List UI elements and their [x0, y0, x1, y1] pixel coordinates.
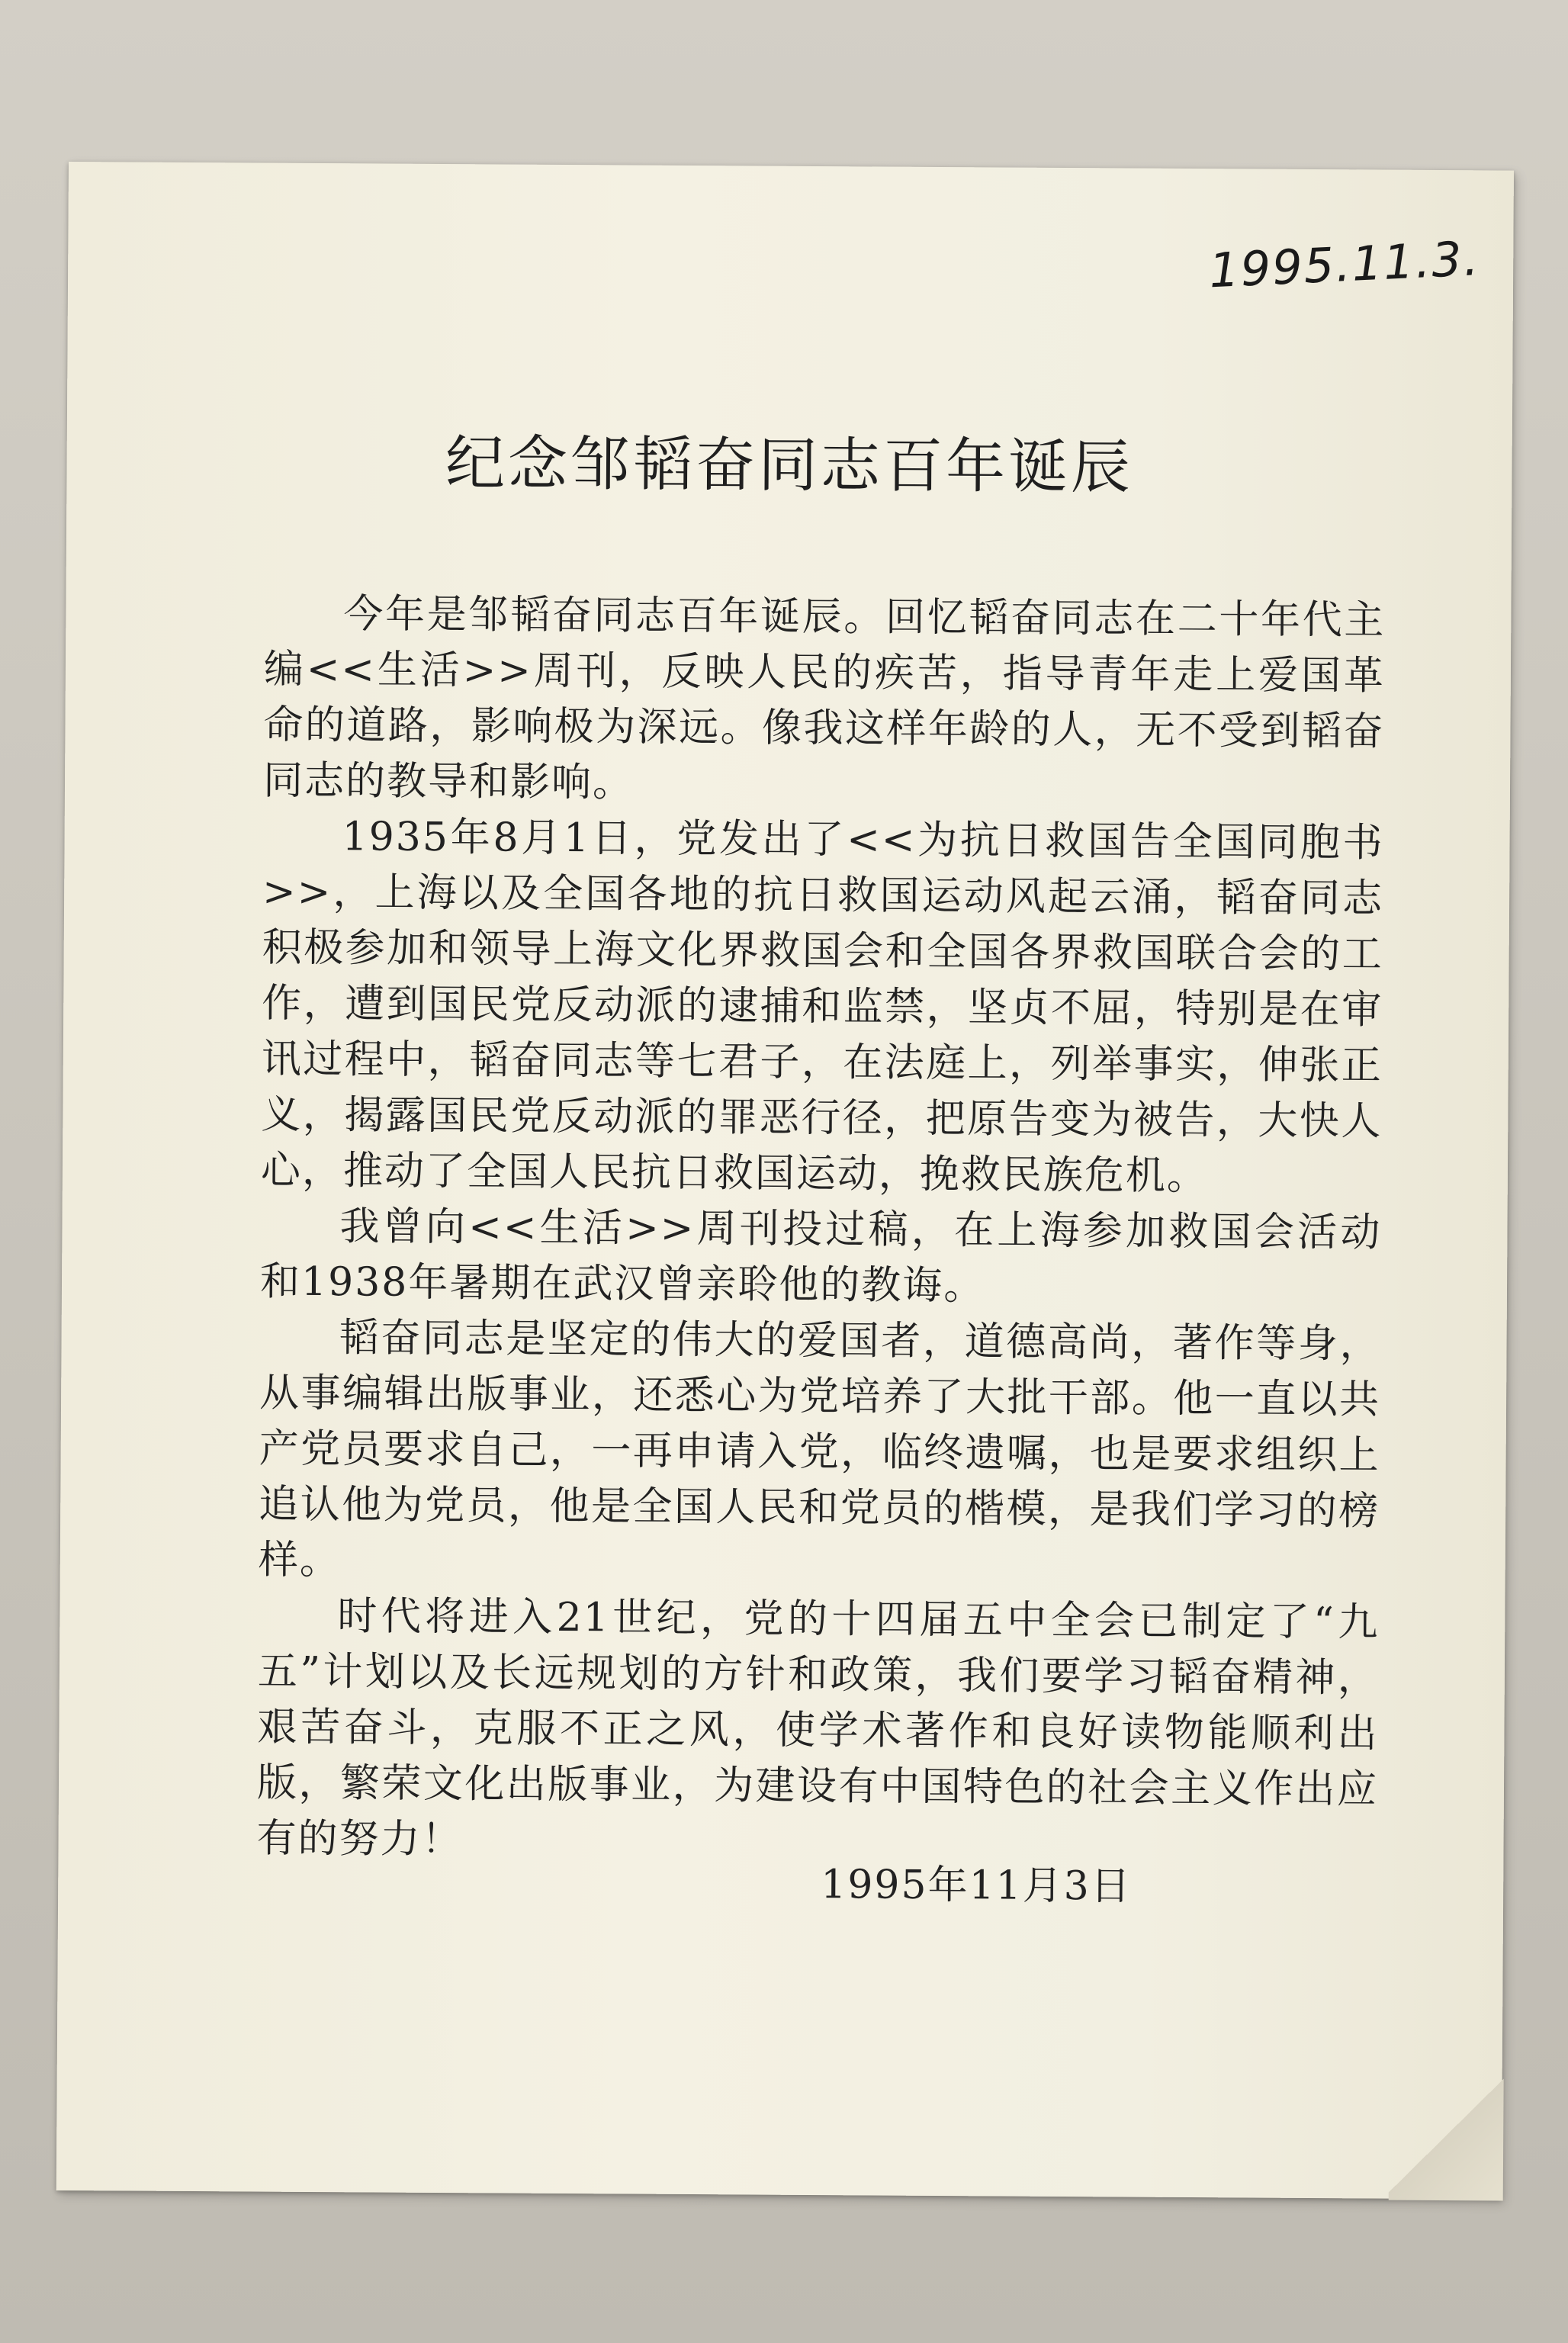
paragraph-2: 1935年8月1日，党发出了<<为抗日救国告全国同胞书>>，上海以及全国各地的抗日救国运动风起云涌，韬奋同志积极参加和领导上海文化界救国会和全国各界救国联合会的工作，遭到国民党反动派的逮捕和监禁，坚贞不屈，特别是在审讯过程中，韬奋同志等七君子，在法庭上，列举事实，伸张正义，揭露国民党反动派的罪恶行径，把原告变为被告，大快人心，推动了全国人民抗日救国运动，挽救民族危机。 — [260, 814, 1384, 1200]
document-body — [256, 587, 1385, 1874]
paper-corner-fold — [1389, 2071, 1504, 2201]
paragraph-1: 今年是邹韬奋同志百年诞辰。回忆韬奋同志在二十年代主编<<生活>>周刊，反映人民的疾苦，指导青年走上爱国革命的道路，影响极为深远。像我这样年龄的人，无不受到韬奋同志的教导和影响。 — [262, 591, 1386, 806]
paragraph-4: 韬奋同志是坚定的伟大的爱国者，道德高尚，著作等身，从事编辑出版事业，还悉心为党培养了大批干部。他一直以共产党员要求自己，一再申请入党，临终遗嘱，也是要求组织上追认他为党员，他是全国人民和党员的楷模，是我们学习的榜样。 — [258, 1315, 1381, 1584]
document-title: 纪念邹韬奋同志百年诞辰 — [445, 429, 1134, 503]
handwritten-date-note: 1995.11.3. — [1207, 230, 1481, 299]
document-page — [56, 162, 1514, 2200]
paragraph-5: 时代将进入21世纪，党的十四届五中全会已制定了“九五”计划以及长远规划的方针和政策，我们要学习韬奋精神，艰苦奋斗，克服不正之风，使学术著作和良好读物能顺利出版，繁荣文化出版事业，为建设有中国特色的社会主义作出应有的努力！ — [256, 1593, 1380, 1863]
signature-date: 1995年11月3日 — [821, 1862, 1132, 1910]
paragraph-3: 我曾向<<生活>>周刊投过稿，在上海参加救国会活动和1938年暑期在武汉曾亲聆他的教诲。 — [259, 1204, 1382, 1310]
